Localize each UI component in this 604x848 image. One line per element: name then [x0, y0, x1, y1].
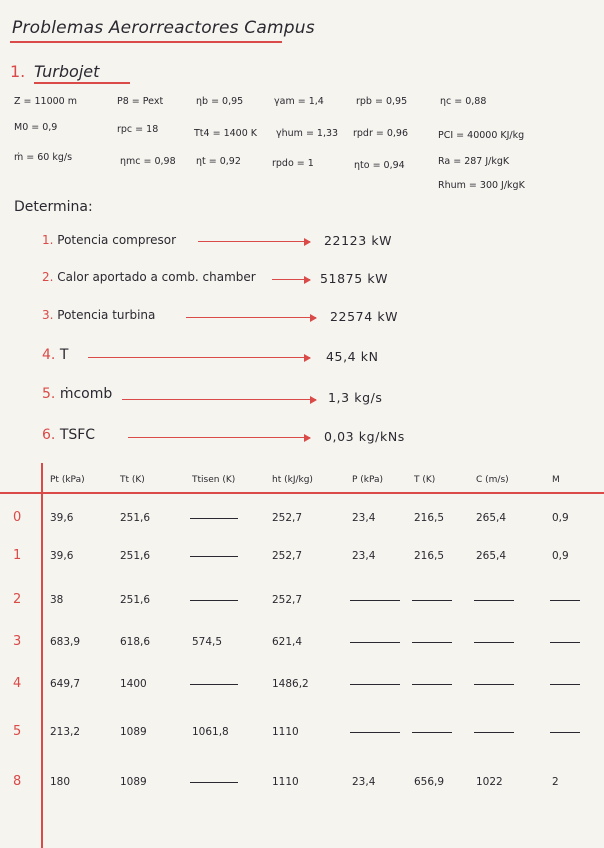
empty-cell-dash — [550, 600, 580, 601]
row-label: 2 — [13, 592, 22, 607]
row-label: 0 — [13, 510, 22, 525]
table-cell: 0,9 — [552, 550, 569, 562]
empty-cell-dash — [350, 600, 400, 601]
column-header: ht (kJ/kg) — [272, 475, 313, 485]
given-tt4: Tt4 = 1400 K — [194, 128, 257, 139]
section-number: 1. — [10, 62, 26, 81]
table-cell: 252,7 — [272, 550, 303, 562]
item-3-value: 22574 kW — [330, 309, 399, 324]
given-rhum: Rhum = 300 J/kgK — [438, 180, 525, 191]
item-5: 5. ṁcomb — [42, 386, 113, 402]
given-ra: Ra = 287 J/kgK — [438, 156, 510, 167]
table-cell: 39,6 — [50, 550, 74, 562]
table-cell: 1089 — [120, 726, 147, 738]
item-4-value: 45,4 kN — [326, 349, 379, 364]
item-4: 4. T — [42, 347, 69, 363]
column-header: Ttisen (K) — [192, 475, 236, 485]
given-eta-c: ηc = 0,88 — [440, 96, 487, 107]
table-cell: 656,9 — [414, 776, 445, 788]
section-underline — [34, 82, 130, 84]
table-cell: 251,6 — [120, 512, 151, 524]
item-2: 2. Calor aportado a comb. chamber — [42, 270, 256, 284]
column-header: M — [552, 475, 560, 485]
table-cell: 216,5 — [414, 550, 445, 562]
empty-cell-dash — [190, 600, 238, 601]
arrow-icon — [186, 317, 316, 318]
table-row-label-line — [41, 463, 43, 848]
empty-cell-dash — [350, 642, 400, 643]
empty-cell-dash — [550, 642, 580, 643]
empty-cell-dash — [412, 732, 452, 733]
section-title: Turbojet — [34, 62, 100, 81]
given-gamma-hum: γhum = 1,33 — [276, 128, 339, 139]
empty-cell-dash — [190, 518, 238, 519]
empty-cell-dash — [474, 642, 514, 643]
table-header-line — [0, 492, 604, 494]
arrow-icon — [128, 437, 310, 438]
given-eta-mc: ηmc = 0,98 — [120, 156, 176, 167]
table-cell: 1022 — [476, 776, 503, 788]
empty-cell-dash — [412, 642, 452, 643]
given-rpdo: rpdo = 1 — [272, 158, 314, 169]
row-label: 3 — [13, 634, 22, 649]
given-altitude: Z = 11000 m — [14, 96, 78, 107]
table-cell: 1110 — [272, 776, 299, 788]
empty-cell-dash — [190, 684, 238, 685]
table-cell: 2 — [552, 776, 559, 788]
table-cell: 252,7 — [272, 512, 303, 524]
given-rpc: rpc = 18 — [117, 124, 159, 135]
arrow-icon — [272, 279, 310, 280]
table-cell: 1110 — [272, 726, 299, 738]
row-label: 4 — [13, 676, 22, 691]
empty-cell-dash — [550, 732, 580, 733]
determine-heading: Determina: — [14, 199, 93, 215]
empty-cell-dash — [474, 732, 514, 733]
table-cell: 216,5 — [414, 512, 445, 524]
table-cell: 618,6 — [120, 636, 151, 648]
item-3: 3. Potencia turbina — [42, 308, 156, 322]
column-header: P (kPa) — [352, 475, 384, 485]
item-2-value: 51875 kW — [320, 271, 389, 286]
table-cell: 683,9 — [50, 636, 81, 648]
table-cell: 0,9 — [552, 512, 569, 524]
table-cell: 1486,2 — [272, 678, 309, 690]
table-cell: 1400 — [120, 678, 147, 690]
empty-cell-dash — [190, 556, 238, 557]
column-header: Pt (kPa) — [50, 475, 85, 485]
given-rpb: rpb = 0,95 — [356, 96, 408, 107]
arrow-icon — [88, 357, 310, 358]
row-label: 5 — [13, 724, 22, 739]
table-cell: 251,6 — [120, 594, 151, 606]
column-header: C (m/s) — [476, 475, 509, 485]
given-eta-t: ηt = 0,92 — [196, 156, 241, 167]
row-label: 8 — [13, 774, 22, 789]
given-eta-b: ηb = 0,95 — [196, 96, 244, 107]
arrow-icon — [122, 399, 316, 400]
given-gamma-air: γam = 1,4 — [274, 96, 324, 107]
empty-cell-dash — [550, 684, 580, 685]
item-1: 1. Potencia compresor — [42, 233, 177, 247]
table-cell: 265,4 — [476, 550, 507, 562]
empty-cell-dash — [350, 732, 400, 733]
title-underline — [10, 41, 282, 43]
empty-cell-dash — [474, 684, 514, 685]
arrow-icon — [198, 241, 310, 242]
empty-cell-dash — [350, 684, 400, 685]
table-cell: 1089 — [120, 776, 147, 788]
page-title: Problemas Aerorreactores Campus — [12, 18, 315, 38]
table-cell: 649,7 — [50, 678, 81, 690]
empty-cell-dash — [474, 600, 514, 601]
table-cell: 265,4 — [476, 512, 507, 524]
table-cell: 251,6 — [120, 550, 151, 562]
given-rpdr: rpdr = 0,96 — [353, 128, 409, 139]
table-cell: 180 — [50, 776, 71, 788]
empty-cell-dash — [412, 684, 452, 685]
given-p8: P8 = Pext — [117, 96, 164, 107]
table-cell: 23,4 — [352, 512, 376, 524]
table-cell: 39,6 — [50, 512, 74, 524]
table-cell: 23,4 — [352, 776, 376, 788]
empty-cell-dash — [190, 782, 238, 783]
given-mach: M0 = 0,9 — [14, 122, 58, 133]
empty-cell-dash — [412, 600, 452, 601]
row-label: 1 — [13, 548, 22, 563]
given-pci: PCI = 40000 KJ/kg — [438, 130, 525, 141]
table-cell: 1061,8 — [192, 726, 229, 738]
item-6: 6. TSFC — [42, 427, 96, 443]
table-cell: 621,4 — [272, 636, 303, 648]
item-1-value: 22123 kW — [324, 233, 393, 248]
item-5-value: 1,3 kg/s — [328, 390, 383, 405]
given-eta-to: ηto = 0,94 — [354, 160, 405, 171]
column-header: T (K) — [414, 475, 436, 485]
item-6-value: 0,03 kg/kNs — [324, 429, 405, 444]
table-cell: 38 — [50, 594, 64, 606]
column-header: Tt (K) — [120, 475, 145, 485]
table-cell: 213,2 — [50, 726, 81, 738]
table-cell: 23,4 — [352, 550, 376, 562]
table-cell: 574,5 — [192, 636, 223, 648]
table-cell: 252,7 — [272, 594, 303, 606]
given-mass-flow: ṁ = 60 kg/s — [14, 152, 73, 163]
